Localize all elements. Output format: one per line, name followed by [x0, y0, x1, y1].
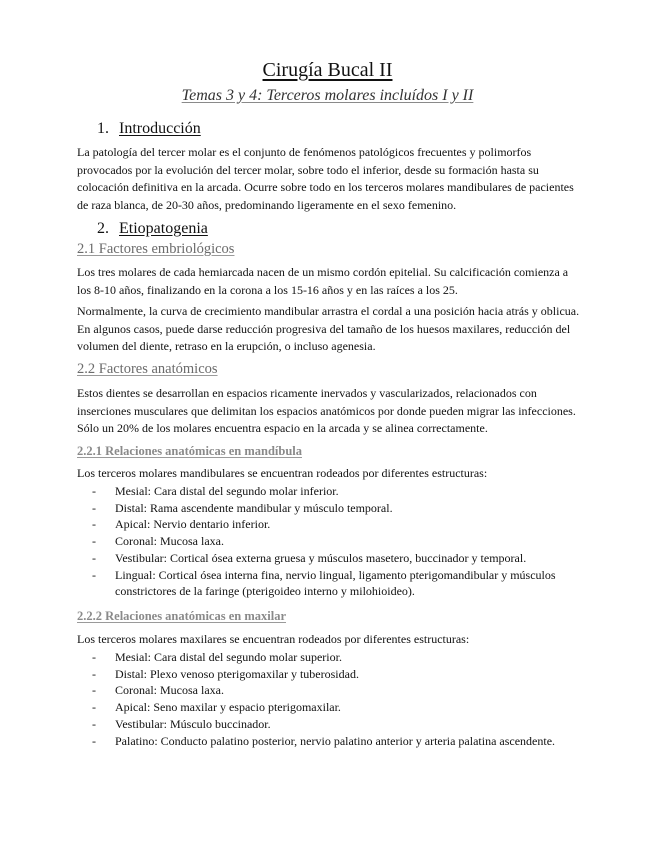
intro-paragraph: La patología del tercer molar es el conjunto de fenómenos patológicos frecuentes y polimorfos provocados por la evolución del tercer molar, sobre todo el inferior, desde su formación hasta su colocación definitiva en la arcada. Ocurre sobre todo en los terceros molares mandibulares de pacientes de raza blanca, de 20-30 años, predominando ligeramente en el sexo femenino.	[77, 145, 574, 212]
section-heading-text: Introducción	[119, 120, 201, 137]
subsection-heading-anatomicos: 2.2 Factores anatómicos	[77, 361, 218, 377]
list-item: - Apical: Seno maxilar y espacio pterigomaxilar.	[92, 700, 341, 715]
bullet-dash: -	[92, 534, 96, 549]
maxilar-intro: Los terceros molares maxilares se encuentran rodeados por diferentes estructuras:	[77, 632, 470, 646]
list-item: - Mesial: Cara distal del segundo molar superior.	[92, 650, 342, 664]
bullet-dash: -	[92, 567, 96, 582]
list-item: - Coronal: Mucosa laxa.	[92, 683, 224, 698]
section-heading-etiopatogenia	[97, 219, 208, 239]
bullet-dash: -	[92, 550, 96, 565]
list-item: - Palatino: Conducto palatino posterior, nervio palatino anterior y arteria palatina ascendente.	[92, 733, 556, 748]
anatomicos-paragraph: Estos dientes se desarrollan en espacios ricamente inervados y vascularizados, relacionados con inserciones musculares que delimitan los espacios anatómicos por donde pueden migrar las infecciones. Sólo un 20% de los molares encuentra espacio en la arcada y se alinea correctamente.	[77, 386, 576, 435]
maxilar-list	[92, 649, 580, 749]
bullet-dash: -	[92, 666, 96, 681]
list-item: - Mesial: Cara distal del segundo molar inferior.	[92, 484, 339, 498]
list-item: - Distal: Plexo venoso pterigomaxilar y tuberosidad.	[92, 666, 359, 681]
bullet-dash: -	[92, 500, 96, 515]
list-item: - Vestibular: Músculo buccinador.	[92, 716, 271, 731]
subsection-heading-embriologicos: 2.1 Factores embriológicos	[77, 241, 235, 257]
document-subtitle: Temas 3 y 4: Terceros molares incluídos I y II	[181, 87, 474, 104]
document-title: Cirugía Bucal II	[262, 59, 393, 81]
list-item: - Apical: Nervio dentario inferior.	[92, 517, 271, 532]
bullet-dash: -	[92, 650, 96, 664]
embriologicos-paragraph-2: Normalmente, la curva de crecimiento mandibular arrastra el cordal a una posición hacia atrás y oblicua. En algunos casos, puede darse reducción progresiva del tamaño de los huesos maxilares, reducción del volumen del diente, retraso en la erupción, o incluso agenesia.	[77, 304, 580, 353]
subsubsection-heading-maxilar: 2.2.2 Relaciones anatómicas en maxilar	[77, 609, 287, 623]
bullet-dash: -	[92, 733, 96, 748]
list-item: - Coronal: Mucosa laxa.	[92, 534, 224, 549]
list-item: - Distal: Rama ascendente mandibular y músculo temporal.	[92, 500, 393, 515]
mandibula-list	[92, 483, 580, 600]
section-number: 1.	[97, 120, 109, 137]
list-item: - Lingual: Cortical ósea interna fina, nervio lingual, ligamento pterigomandibular y músculos constrictores de la faringe (pterigoideo interno y milohioideo).	[92, 567, 556, 599]
embriologicos-paragraph-1: Los tres molares de cada hemiarcada nacen de un mismo cordón epitelial. Su calcificación comienza a los 8-10 años, finalizando en la corona a los 15-16 años y en las raíces a los 25.	[77, 265, 569, 297]
bullet-dash: -	[92, 517, 96, 532]
section-number: 2.	[97, 220, 109, 237]
mandibula-intro: Los terceros molares mandibulares se encuentran rodeados por diferentes estructuras:	[77, 466, 488, 480]
bullet-dash: -	[92, 700, 96, 715]
bullet-dash: -	[92, 484, 96, 498]
bullet-dash: -	[92, 683, 96, 698]
list-item: - Vestibular: Cortical ósea externa gruesa y músculos masetero, buccinador y temporal.	[92, 550, 527, 565]
subsubsection-heading-mandibula: 2.2.1 Relaciones anatómicas en mandíbula	[77, 444, 303, 458]
section-heading-introduccion	[97, 119, 201, 139]
bullet-dash: -	[92, 716, 96, 731]
section-heading-text: Etiopatogenia	[119, 220, 208, 237]
